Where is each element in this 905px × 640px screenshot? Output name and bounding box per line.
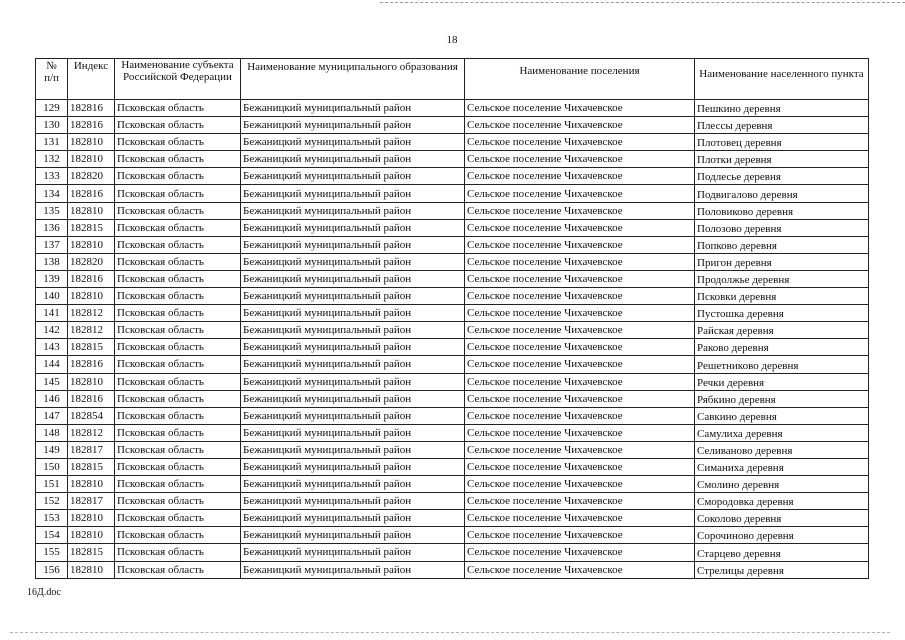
- header-subject: Наименование субъекта Российской Федерации: [115, 59, 241, 100]
- cell-subject: Псковская область: [115, 510, 241, 527]
- scan-edge-bottom: [10, 632, 890, 633]
- cell-subject: Псковская область: [115, 441, 241, 458]
- cell-num: 148: [36, 424, 68, 441]
- cell-municipal: Бежаницкий муниципальный район: [241, 561, 465, 578]
- table-row: [36, 356, 869, 373]
- cell-settlement: Сельское поселение Чихачевское: [465, 305, 695, 322]
- cell-locality: Пешкино деревня: [695, 100, 869, 117]
- cell-num: 156: [36, 561, 68, 578]
- cell-index: 182810: [68, 527, 115, 544]
- cell-locality: Продолжье деревня: [695, 270, 869, 287]
- cell-settlement: Сельское поселение Чихачевское: [465, 185, 695, 202]
- table-row: [36, 493, 869, 510]
- cell-index: 182815: [68, 339, 115, 356]
- table-row: [36, 407, 869, 424]
- cell-subject: Псковская область: [115, 305, 241, 322]
- cell-index: 182817: [68, 441, 115, 458]
- cell-num: 149: [36, 441, 68, 458]
- cell-index: 182816: [68, 270, 115, 287]
- header-num: № п/п: [36, 59, 68, 100]
- cell-num: 154: [36, 527, 68, 544]
- cell-settlement: Сельское поселение Чихачевское: [465, 270, 695, 287]
- cell-locality: Старцево деревня: [695, 544, 869, 561]
- cell-locality: Решетниково деревня: [695, 356, 869, 373]
- cell-locality: Подлесье деревня: [695, 168, 869, 185]
- cell-settlement: Сельское поселение Чихачевское: [465, 493, 695, 510]
- cell-index: 182810: [68, 236, 115, 253]
- cell-municipal: Бежаницкий муниципальный район: [241, 373, 465, 390]
- cell-index: 182810: [68, 373, 115, 390]
- cell-num: 134: [36, 185, 68, 202]
- cell-index: 182820: [68, 168, 115, 185]
- cell-subject: Псковская область: [115, 561, 241, 578]
- table-row: [36, 322, 869, 339]
- cell-subject: Псковская область: [115, 100, 241, 117]
- cell-index: 182817: [68, 493, 115, 510]
- document-filename: 16Д.doc: [27, 587, 61, 598]
- cell-municipal: Бежаницкий муниципальный район: [241, 322, 465, 339]
- table-row: [36, 373, 869, 390]
- cell-locality: Самулиха деревня: [695, 424, 869, 441]
- cell-subject: Псковская область: [115, 407, 241, 424]
- table-row: [36, 441, 869, 458]
- table-row: [36, 168, 869, 185]
- cell-settlement: Сельское поселение Чихачевское: [465, 356, 695, 373]
- cell-subject: Псковская область: [115, 219, 241, 236]
- cell-settlement: Сельское поселение Чихачевское: [465, 390, 695, 407]
- cell-index: 182816: [68, 356, 115, 373]
- cell-settlement: Сельское поселение Чихачевское: [465, 339, 695, 356]
- cell-num: 146: [36, 390, 68, 407]
- cell-locality: Смолино деревня: [695, 476, 869, 493]
- cell-subject: Псковская область: [115, 270, 241, 287]
- cell-subject: Псковская область: [115, 322, 241, 339]
- table-row: [36, 270, 869, 287]
- cell-num: 144: [36, 356, 68, 373]
- cell-subject: Псковская область: [115, 356, 241, 373]
- table-row: [36, 134, 869, 151]
- cell-municipal: Бежаницкий муниципальный район: [241, 544, 465, 561]
- cell-index: 182816: [68, 117, 115, 134]
- header-municipal: Наименование муниципального образования: [241, 59, 465, 100]
- cell-municipal: Бежаницкий муниципальный район: [241, 288, 465, 305]
- cell-municipal: Бежаницкий муниципальный район: [241, 424, 465, 441]
- cell-locality: Раково деревня: [695, 339, 869, 356]
- cell-num: 142: [36, 322, 68, 339]
- cell-num: 151: [36, 476, 68, 493]
- cell-index: 182810: [68, 510, 115, 527]
- cell-settlement: Сельское поселение Чихачевское: [465, 151, 695, 168]
- cell-municipal: Бежаницкий муниципальный район: [241, 219, 465, 236]
- header-locality: Наименование населенного пункта: [695, 59, 869, 100]
- cell-locality: Селиваново деревня: [695, 441, 869, 458]
- table-row: [36, 390, 869, 407]
- cell-locality: Смородовка деревня: [695, 493, 869, 510]
- cell-subject: Псковская область: [115, 236, 241, 253]
- cell-num: 135: [36, 202, 68, 219]
- cell-subject: Псковская область: [115, 288, 241, 305]
- cell-settlement: Сельское поселение Чихачевское: [465, 168, 695, 185]
- cell-num: 139: [36, 270, 68, 287]
- cell-num: 145: [36, 373, 68, 390]
- table-row: [36, 424, 869, 441]
- cell-municipal: Бежаницкий муниципальный район: [241, 100, 465, 117]
- cell-index: 182810: [68, 476, 115, 493]
- cell-locality: Пригон деревня: [695, 253, 869, 270]
- scan-edge-top: [380, 2, 905, 3]
- cell-num: 138: [36, 253, 68, 270]
- cell-settlement: Сельское поселение Чихачевское: [465, 441, 695, 458]
- cell-index: 182816: [68, 100, 115, 117]
- cell-index: 182815: [68, 458, 115, 475]
- cell-num: 140: [36, 288, 68, 305]
- table-row: [36, 253, 869, 270]
- table-row: [36, 236, 869, 253]
- cell-locality: Пустошка деревня: [695, 305, 869, 322]
- cell-locality: Стрелицы деревня: [695, 561, 869, 578]
- cell-municipal: Бежаницкий муниципальный район: [241, 510, 465, 527]
- cell-locality: Псковки деревня: [695, 288, 869, 305]
- cell-num: 131: [36, 134, 68, 151]
- cell-num: 136: [36, 219, 68, 236]
- cell-municipal: Бежаницкий муниципальный район: [241, 390, 465, 407]
- cell-subject: Псковская область: [115, 151, 241, 168]
- table-body: [36, 100, 869, 579]
- cell-settlement: Сельское поселение Чихачевское: [465, 219, 695, 236]
- cell-index: 182816: [68, 390, 115, 407]
- cell-num: 129: [36, 100, 68, 117]
- cell-index: 182854: [68, 407, 115, 424]
- cell-num: 141: [36, 305, 68, 322]
- table-row: [36, 202, 869, 219]
- cell-num: 155: [36, 544, 68, 561]
- cell-municipal: Бежаницкий муниципальный район: [241, 441, 465, 458]
- cell-index: 182810: [68, 134, 115, 151]
- cell-index: 182816: [68, 185, 115, 202]
- cell-subject: Псковская область: [115, 390, 241, 407]
- cell-locality: Половиково деревня: [695, 202, 869, 219]
- cell-subject: Псковская область: [115, 134, 241, 151]
- cell-settlement: Сельское поселение Чихачевское: [465, 117, 695, 134]
- cell-index: 182810: [68, 561, 115, 578]
- cell-municipal: Бежаницкий муниципальный район: [241, 185, 465, 202]
- cell-settlement: Сельское поселение Чихачевское: [465, 322, 695, 339]
- cell-settlement: Сельское поселение Чихачевское: [465, 561, 695, 578]
- cell-subject: Псковская область: [115, 202, 241, 219]
- table-row: [36, 219, 869, 236]
- cell-subject: Псковская область: [115, 476, 241, 493]
- cell-municipal: Бежаницкий муниципальный район: [241, 458, 465, 475]
- cell-municipal: Бежаницкий муниципальный район: [241, 356, 465, 373]
- cell-settlement: Сельское поселение Чихачевское: [465, 476, 695, 493]
- cell-locality: Речки деревня: [695, 373, 869, 390]
- cell-locality: Сорочиново деревня: [695, 527, 869, 544]
- cell-municipal: Бежаницкий муниципальный район: [241, 117, 465, 134]
- cell-locality: Плессы деревня: [695, 117, 869, 134]
- cell-settlement: Сельское поселение Чихачевское: [465, 288, 695, 305]
- cell-num: 153: [36, 510, 68, 527]
- cell-num: 137: [36, 236, 68, 253]
- cell-settlement: Сельское поселение Чихачевское: [465, 424, 695, 441]
- cell-municipal: Бежаницкий муниципальный район: [241, 407, 465, 424]
- cell-num: 130: [36, 117, 68, 134]
- cell-municipal: Бежаницкий муниципальный район: [241, 134, 465, 151]
- table-row: [36, 476, 869, 493]
- cell-locality: Симаниха деревня: [695, 458, 869, 475]
- cell-index: 182812: [68, 322, 115, 339]
- cell-index: 182812: [68, 424, 115, 441]
- table-row: [36, 100, 869, 117]
- cell-locality: Полозово деревня: [695, 219, 869, 236]
- cell-subject: Псковская область: [115, 253, 241, 270]
- table-row: [36, 510, 869, 527]
- table-row: [36, 527, 869, 544]
- table-row: [36, 117, 869, 134]
- cell-subject: Псковская область: [115, 424, 241, 441]
- cell-municipal: Бежаницкий муниципальный район: [241, 270, 465, 287]
- cell-settlement: Сельское поселение Чихачевское: [465, 527, 695, 544]
- cell-municipal: Бежаницкий муниципальный район: [241, 476, 465, 493]
- cell-num: 133: [36, 168, 68, 185]
- table-row: [36, 458, 869, 475]
- cell-index: 182815: [68, 544, 115, 561]
- cell-subject: Псковская область: [115, 373, 241, 390]
- cell-locality: Соколово деревня: [695, 510, 869, 527]
- table-row: [36, 305, 869, 322]
- cell-num: 143: [36, 339, 68, 356]
- cell-settlement: Сельское поселение Чихачевское: [465, 100, 695, 117]
- cell-subject: Псковская область: [115, 185, 241, 202]
- table-header: [36, 59, 869, 100]
- cell-num: 147: [36, 407, 68, 424]
- table-header-row: [36, 59, 869, 100]
- table-row: [36, 288, 869, 305]
- cell-index: 182810: [68, 288, 115, 305]
- cell-settlement: Сельское поселение Чихачевское: [465, 373, 695, 390]
- cell-index: 182810: [68, 202, 115, 219]
- cell-index: 182815: [68, 219, 115, 236]
- cell-locality: Подвигалово деревня: [695, 185, 869, 202]
- table-row: [36, 151, 869, 168]
- cell-subject: Псковская область: [115, 458, 241, 475]
- cell-num: 150: [36, 458, 68, 475]
- cell-settlement: Сельское поселение Чихачевское: [465, 510, 695, 527]
- cell-locality: Савкино деревня: [695, 407, 869, 424]
- cell-num: 152: [36, 493, 68, 510]
- cell-municipal: Бежаницкий муниципальный район: [241, 527, 465, 544]
- cell-municipal: Бежаницкий муниципальный район: [241, 253, 465, 270]
- cell-locality: Плотки деревня: [695, 151, 869, 168]
- cell-settlement: Сельское поселение Чихачевское: [465, 134, 695, 151]
- cell-settlement: Сельское поселение Чихачевское: [465, 544, 695, 561]
- cell-municipal: Бежаницкий муниципальный район: [241, 168, 465, 185]
- cell-index: 182810: [68, 151, 115, 168]
- cell-index: 182812: [68, 305, 115, 322]
- table-row: [36, 544, 869, 561]
- header-index: Индекс: [68, 59, 115, 100]
- cell-settlement: Сельское поселение Чихачевское: [465, 253, 695, 270]
- cell-municipal: Бежаницкий муниципальный район: [241, 493, 465, 510]
- table-row: [36, 185, 869, 202]
- cell-subject: Псковская область: [115, 117, 241, 134]
- cell-locality: Райская деревня: [695, 322, 869, 339]
- cell-index: 182820: [68, 253, 115, 270]
- cell-num: 132: [36, 151, 68, 168]
- cell-subject: Псковская область: [115, 544, 241, 561]
- cell-settlement: Сельское поселение Чихачевское: [465, 458, 695, 475]
- cell-subject: Псковская область: [115, 168, 241, 185]
- header-settlement: Наименование поселения: [465, 59, 695, 100]
- cell-municipal: Бежаницкий муниципальный район: [241, 339, 465, 356]
- localities-table: [35, 58, 869, 579]
- cell-municipal: Бежаницкий муниципальный район: [241, 151, 465, 168]
- table-row: [36, 339, 869, 356]
- cell-settlement: Сельское поселение Чихачевское: [465, 236, 695, 253]
- cell-municipal: Бежаницкий муниципальный район: [241, 202, 465, 219]
- table-row: [36, 561, 869, 578]
- cell-locality: Попково деревня: [695, 236, 869, 253]
- cell-municipal: Бежаницкий муниципальный район: [241, 305, 465, 322]
- cell-subject: Псковская область: [115, 493, 241, 510]
- cell-settlement: Сельское поселение Чихачевское: [465, 202, 695, 219]
- cell-subject: Псковская область: [115, 527, 241, 544]
- page-number: 18: [446, 34, 458, 46]
- cell-locality: Рябкино деревня: [695, 390, 869, 407]
- cell-subject: Псковская область: [115, 339, 241, 356]
- cell-locality: Плотовец деревня: [695, 134, 869, 151]
- cell-municipal: Бежаницкий муниципальный район: [241, 236, 465, 253]
- cell-settlement: Сельское поселение Чихачевское: [465, 407, 695, 424]
